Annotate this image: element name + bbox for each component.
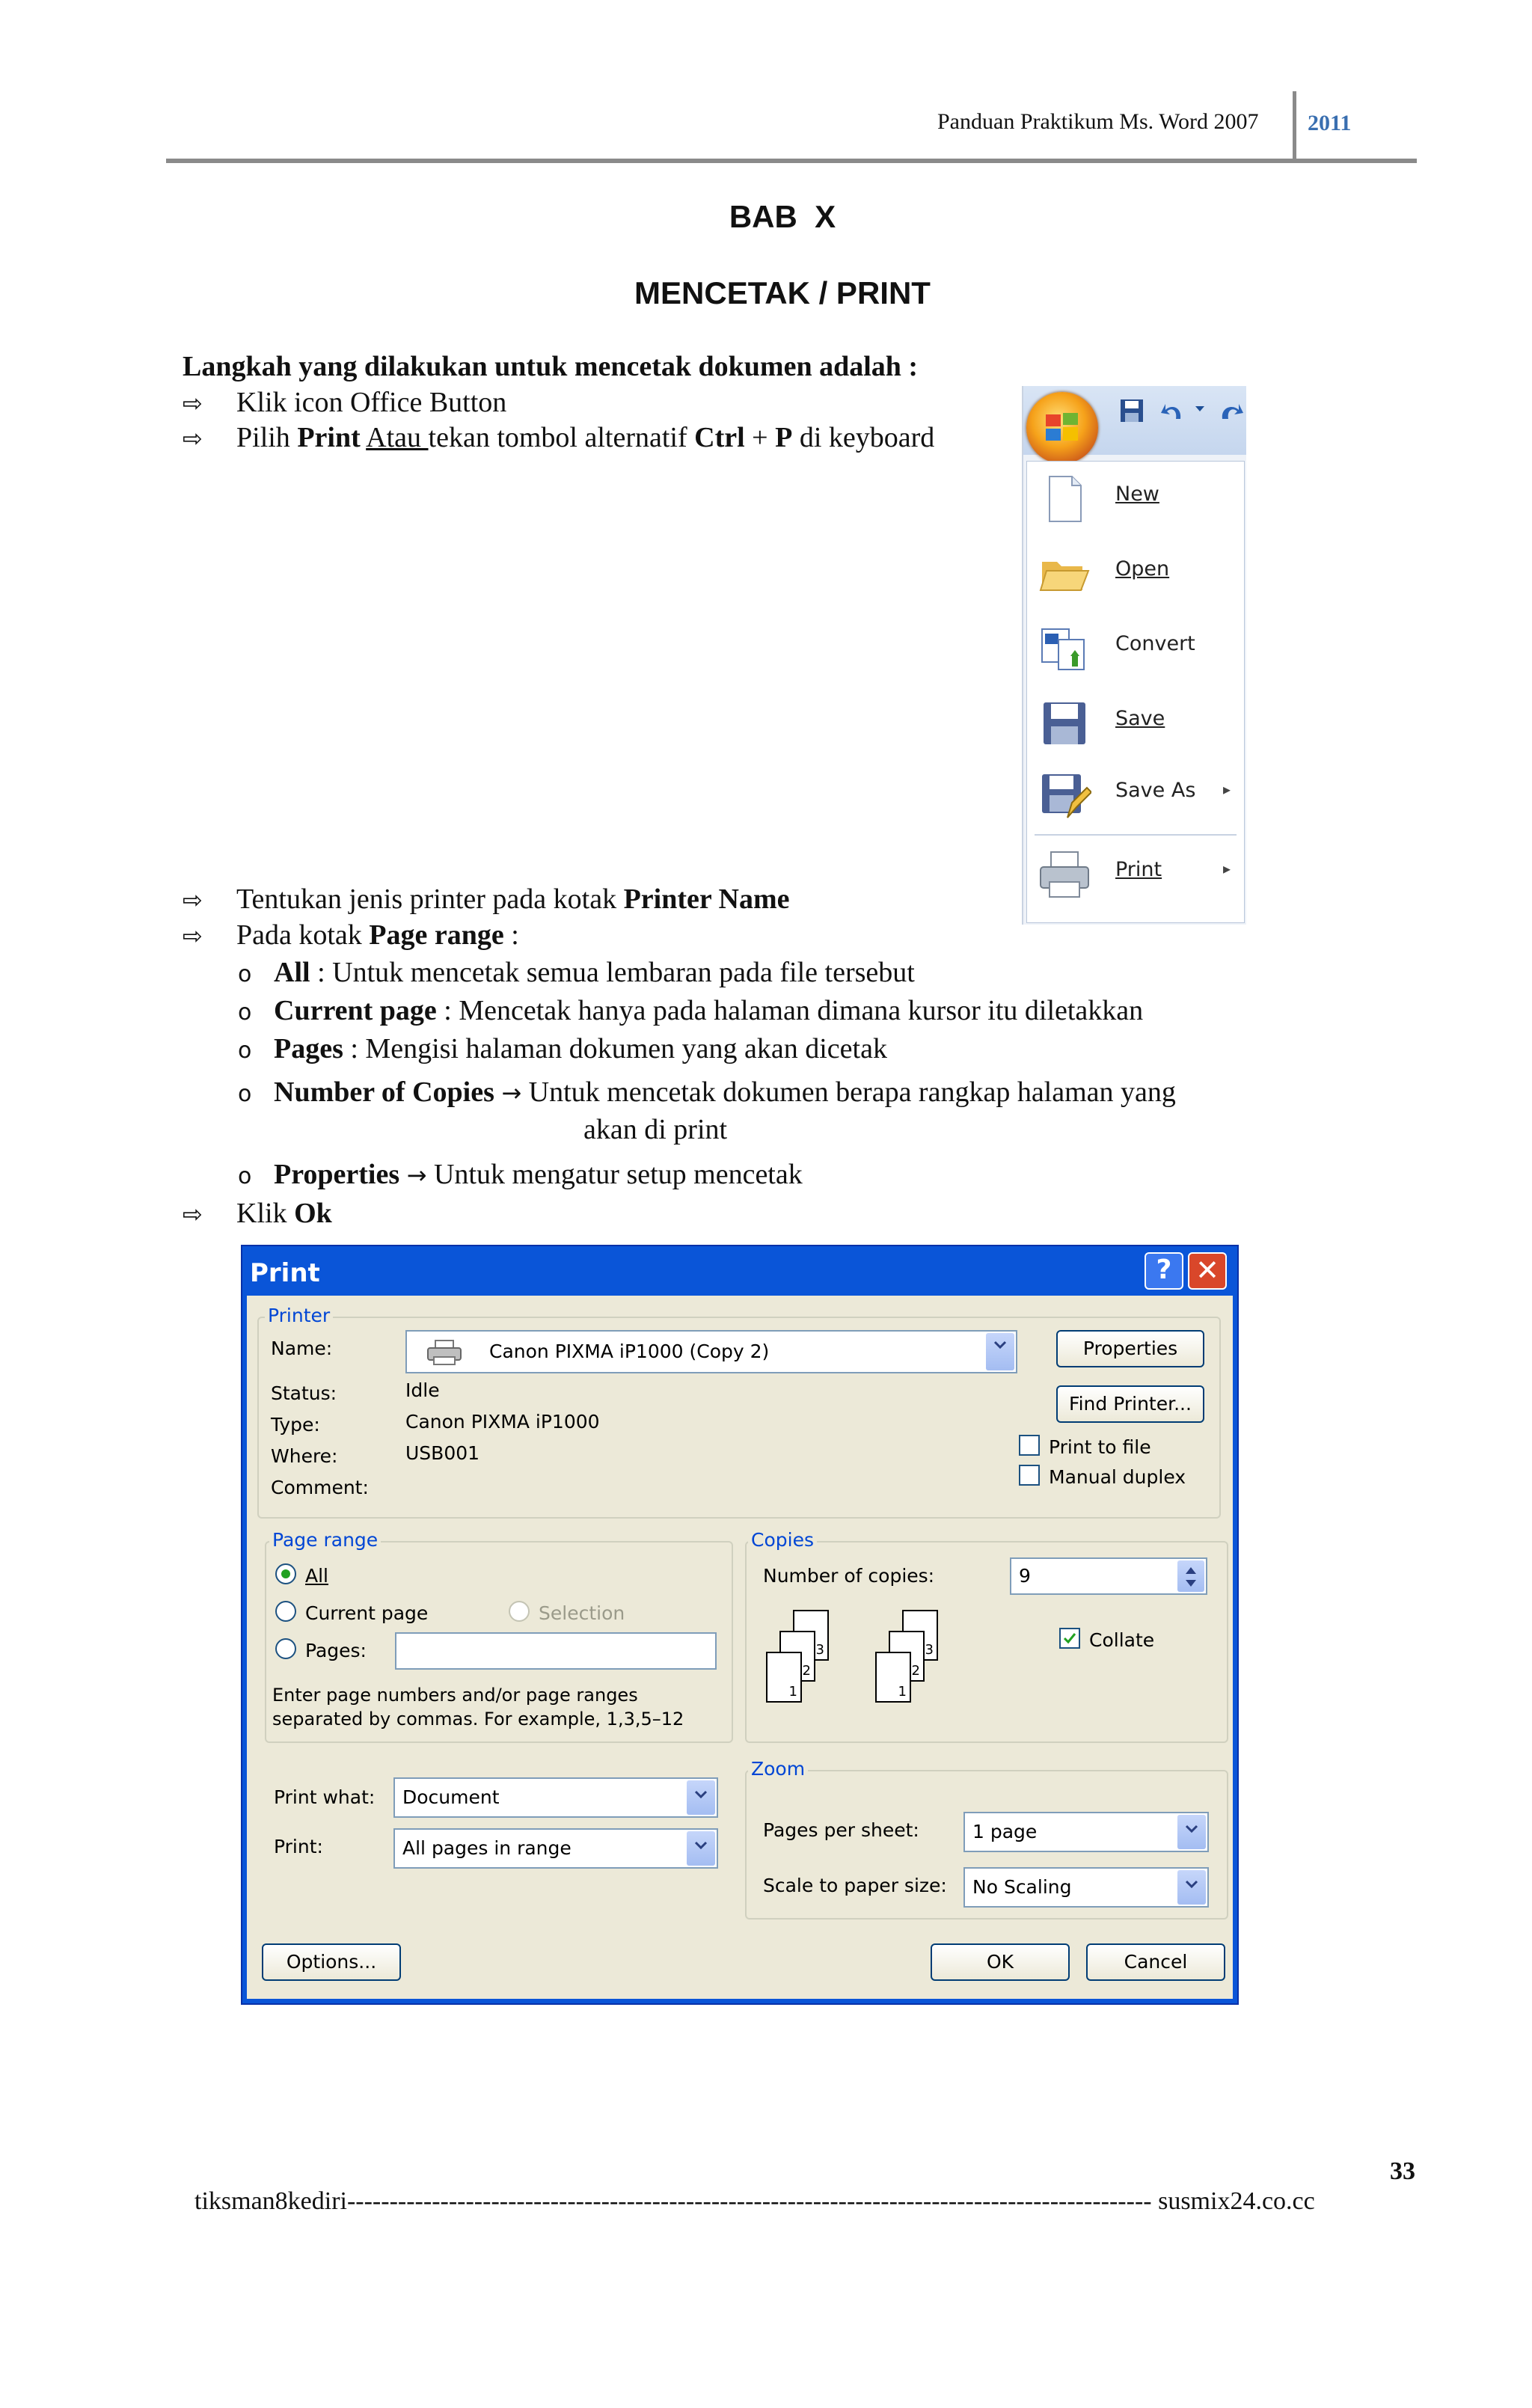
step-4-text (236, 920, 519, 952)
step-2-atau: Atau (366, 422, 429, 453)
sheet-number: 3 (815, 1642, 824, 1658)
dialog-title: Print (250, 1258, 320, 1288)
scale-to-paper-select[interactable] (963, 1867, 1209, 1908)
properties-button[interactable] (1056, 1330, 1204, 1367)
right-arrow: → (501, 1079, 522, 1107)
step-2-p: P (775, 422, 793, 453)
submenu-arrow-icon: ▸ (1223, 782, 1231, 798)
dropdown-button[interactable] (687, 1780, 715, 1815)
sub-props-desc: Untuk mengatur setup mencetak (433, 1159, 803, 1190)
menu-item-convert[interactable] (1035, 614, 1237, 681)
save-as-icon (1038, 768, 1091, 822)
comment-label: Comment: (271, 1477, 369, 1498)
print-to-file-label: Print to file (1049, 1436, 1151, 1458)
pages-per-sheet-label: Pages per sheet: (763, 1819, 919, 1841)
menu-item-save-as[interactable] (1035, 761, 1237, 828)
sub-item-current (238, 995, 1144, 1027)
step-5 (183, 1198, 332, 1230)
zoom-group-title: Zoom (748, 1758, 808, 1780)
right-arrow: → (406, 1161, 427, 1189)
bullet: o (238, 1081, 252, 1107)
cancel-button-label: Cancel (1124, 1951, 1188, 1973)
header-year: 2011 (1308, 111, 1352, 135)
step-2 (183, 422, 935, 454)
step-2-text (236, 423, 934, 454)
print-dialog (241, 1245, 1239, 2005)
step-2-mid: tekan tombol alternatif (428, 422, 695, 453)
menu-item-label: Convert (1115, 632, 1195, 655)
type-value: Canon PIXMA iP1000 (405, 1411, 600, 1433)
all-label: All (305, 1565, 328, 1587)
sub-current-desc: : Mencetak hanya pada halaman dimana kursor itu diletakkan (436, 995, 1144, 1026)
dialog-body (247, 1296, 1233, 1999)
chevron-down-icon (693, 1787, 708, 1802)
scale-to-paper-label: Scale to paper size: (763, 1875, 947, 1896)
step-2-pre: Pilih (236, 422, 298, 453)
chapter-title: BAB X (729, 199, 836, 234)
where-value: USB001 (405, 1442, 480, 1464)
status-value: Idle (405, 1379, 440, 1401)
properties-button-label: Properties (1082, 1338, 1178, 1359)
sub-props-bold: Properties (274, 1159, 400, 1190)
step-2-ctrl: Ctrl (694, 422, 745, 453)
sub-all-bold: All (274, 957, 310, 988)
menu-item-print[interactable] (1035, 840, 1237, 907)
new-document-icon (1038, 472, 1091, 526)
step-2-plus: + (744, 422, 776, 453)
step-1-text: Klik icon Office Button (236, 387, 507, 418)
step-5-bold: Ok (294, 1198, 332, 1229)
page-number: 33 (1390, 2157, 1415, 2185)
pages-label: Pages: (305, 1640, 367, 1661)
help-button[interactable]: ? (1145, 1252, 1183, 1290)
ok-button-label: OK (986, 1951, 1014, 1973)
step-3-text (236, 884, 790, 916)
header-rule (166, 159, 1417, 163)
sub-pages-desc: : Mengisi halaman dokumen yang akan dicetak (343, 1033, 887, 1064)
printer-icon (426, 1339, 462, 1366)
sheet-number: 3 (925, 1642, 934, 1658)
office-menu-panel (1026, 461, 1245, 923)
number-of-copies-input[interactable] (1010, 1557, 1207, 1595)
collate-checkbox[interactable] (1059, 1628, 1080, 1649)
sheet-number: 2 (802, 1663, 811, 1679)
header-divider (1293, 91, 1296, 162)
type-label: Type: (271, 1414, 320, 1436)
step-4 (183, 919, 519, 952)
sub-item-properties (238, 1159, 803, 1191)
bullet: o (238, 1163, 252, 1189)
close-button[interactable]: ✕ (1188, 1252, 1227, 1290)
sub-pages-bold: Pages (274, 1033, 343, 1064)
page-sheet-1 (875, 1652, 911, 1703)
menu-item-save[interactable] (1035, 689, 1237, 756)
sub-item-pages-text (274, 1034, 887, 1065)
print-value: All pages in range (402, 1837, 572, 1859)
page-sheet-1 (766, 1652, 802, 1703)
step-5-pre: Klik (236, 1198, 295, 1229)
menu-item-label: New (1115, 482, 1159, 506)
selection-radio[interactable] (509, 1601, 530, 1622)
ok-button[interactable] (931, 1943, 1070, 1981)
pages-radio[interactable] (275, 1638, 296, 1659)
menu-item-open[interactable] (1035, 539, 1237, 607)
dropdown-button[interactable] (687, 1831, 715, 1866)
current-page-label: Current page (305, 1602, 429, 1624)
save-icon[interactable] (1118, 396, 1148, 426)
sheet-number: 2 (911, 1663, 920, 1679)
redo-icon[interactable] (1216, 396, 1246, 426)
menu-item-label: Print (1115, 858, 1162, 881)
step-4-bold: Page range (369, 919, 504, 951)
running-header: Panduan Praktikum Ms. Word 2007 (937, 109, 1259, 134)
number-of-copies-value: 9 (1019, 1565, 1031, 1587)
page-title: MENCETAK / PRINT (634, 275, 931, 310)
number-of-copies-label: Number of copies: (763, 1565, 935, 1587)
convert-icon (1038, 622, 1091, 675)
sub-item-properties-text (274, 1159, 803, 1191)
find-printer-button[interactable] (1056, 1385, 1204, 1423)
step-1 (183, 387, 507, 419)
sub-copies-desc-2: akan di print (583, 1114, 728, 1145)
sub-item-pages (238, 1033, 887, 1065)
sheet-number: 1 (788, 1684, 797, 1700)
steps-intro: Langkah yang dilakukan untuk mencetak dokumen adalah : (183, 351, 919, 382)
cancel-button[interactable] (1086, 1943, 1225, 1981)
sub-all-desc: : Untuk mencetak semua lembaran pada file tersebut (310, 957, 915, 988)
print-what-value: Document (402, 1786, 500, 1808)
open-folder-icon (1038, 547, 1091, 601)
chevron-down-icon (693, 1838, 708, 1853)
chevron-down-icon (993, 1338, 1008, 1352)
page-footer: tiksman8kediri----------------------------------------------------------------------------------------------- susmix24.co.cc (194, 2187, 1315, 2215)
options-button-label: Options... (286, 1951, 377, 1973)
menu-separator (1035, 834, 1237, 836)
sub-copies-desc-1: Untuk mencetak dokumen berapa rangkap halaman yang (528, 1076, 1176, 1108)
status-label: Status: (271, 1382, 337, 1404)
checkmark-icon (1062, 1631, 1077, 1646)
dropdown-button[interactable] (1177, 1815, 1206, 1849)
sub-item-copies (238, 1076, 1176, 1109)
pages-per-sheet-value: 1 page (972, 1821, 1038, 1842)
manual-duplex-label: Manual duplex (1049, 1466, 1186, 1488)
step-4-post: : (503, 919, 519, 951)
step-arrow: ⇨ (183, 1200, 203, 1228)
find-printer-button-label: Find Printer... (1069, 1393, 1192, 1415)
printer-name-select[interactable] (405, 1330, 1017, 1373)
step-arrow: ⇨ (183, 389, 203, 417)
current-page-radio[interactable] (275, 1601, 296, 1622)
submenu-arrow-icon: ▸ (1223, 861, 1231, 877)
menu-item-label: Save (1115, 707, 1165, 730)
chevron-down-icon (1184, 1877, 1199, 1892)
step-5-text (236, 1198, 332, 1230)
bullet: o (238, 999, 252, 1026)
step-2-print: Print (297, 422, 361, 453)
pages-input[interactable] (395, 1632, 717, 1670)
bullet: o (238, 961, 252, 987)
menu-item-label: Open (1115, 557, 1170, 580)
all-radio[interactable] (275, 1563, 296, 1584)
step-arrow: ⇨ (183, 424, 203, 453)
sub-item-copies-text (274, 1077, 1176, 1109)
print-to-file-checkbox[interactable] (1019, 1435, 1040, 1456)
menu-item-new[interactable] (1035, 465, 1237, 532)
step-2-post: di keyboard (792, 422, 935, 453)
step-3-bold: Printer Name (623, 883, 790, 915)
printer-name-value: Canon PIXMA iP1000 (Copy 2) (489, 1341, 770, 1362)
collate-label: Collate (1089, 1629, 1155, 1651)
sheet-number: 1 (898, 1684, 907, 1700)
dropdown-button[interactable] (1177, 1870, 1206, 1905)
dropdown-button[interactable] (986, 1333, 1014, 1370)
step-arrow: ⇨ (183, 886, 203, 914)
step-3-pre: Tentukan jenis printer pada kotak (236, 883, 624, 915)
sub-copies-bold: Number of Copies (274, 1076, 494, 1108)
undo-icon[interactable] (1158, 396, 1191, 426)
step-3 (183, 883, 790, 916)
copies-group-title: Copies (748, 1529, 817, 1551)
sub-item-all-text (274, 958, 915, 989)
print-what-label: Print what: (274, 1786, 376, 1808)
printer-group-title: Printer (265, 1305, 333, 1326)
menu-item-label: Save As (1115, 779, 1196, 802)
spinner-buttons[interactable] (1177, 1560, 1204, 1592)
spinner-icon (1183, 1563, 1198, 1590)
where-label: Where: (271, 1445, 338, 1467)
printer-name-label: Name: (271, 1338, 333, 1359)
office-button[interactable] (1026, 392, 1098, 464)
page-range-group-title: Page range (269, 1529, 381, 1551)
sub-item-all (238, 957, 915, 989)
scale-to-paper-value: No Scaling (972, 1876, 1072, 1898)
selection-label: Selection (539, 1602, 625, 1624)
manual-duplex-checkbox[interactable] (1019, 1465, 1040, 1486)
print-label: Print: (274, 1836, 323, 1857)
page-range-hint-1: Enter page numbers and/or page ranges (272, 1685, 638, 1706)
print-what-select[interactable] (393, 1777, 718, 1818)
step-4-pre: Pada kotak (236, 919, 370, 951)
office-menu-screenshot (1022, 386, 1246, 925)
step-arrow: ⇨ (183, 922, 203, 950)
print-select[interactable] (393, 1828, 718, 1869)
save-icon (1038, 696, 1091, 750)
page-range-hint-2: separated by commas. For example, 1,3,5–12 (272, 1709, 684, 1730)
sub-item-current-text (274, 996, 1143, 1027)
office-logo-icon (1044, 411, 1080, 444)
sub-current-bold: Current page (274, 995, 437, 1026)
pages-per-sheet-select[interactable] (963, 1812, 1209, 1852)
chevron-down-icon (1184, 1822, 1199, 1836)
dropdown-arrow-icon[interactable] (1194, 402, 1206, 414)
printer-icon (1038, 848, 1091, 901)
options-button[interactable] (262, 1943, 401, 1981)
bullet: o (238, 1038, 252, 1064)
